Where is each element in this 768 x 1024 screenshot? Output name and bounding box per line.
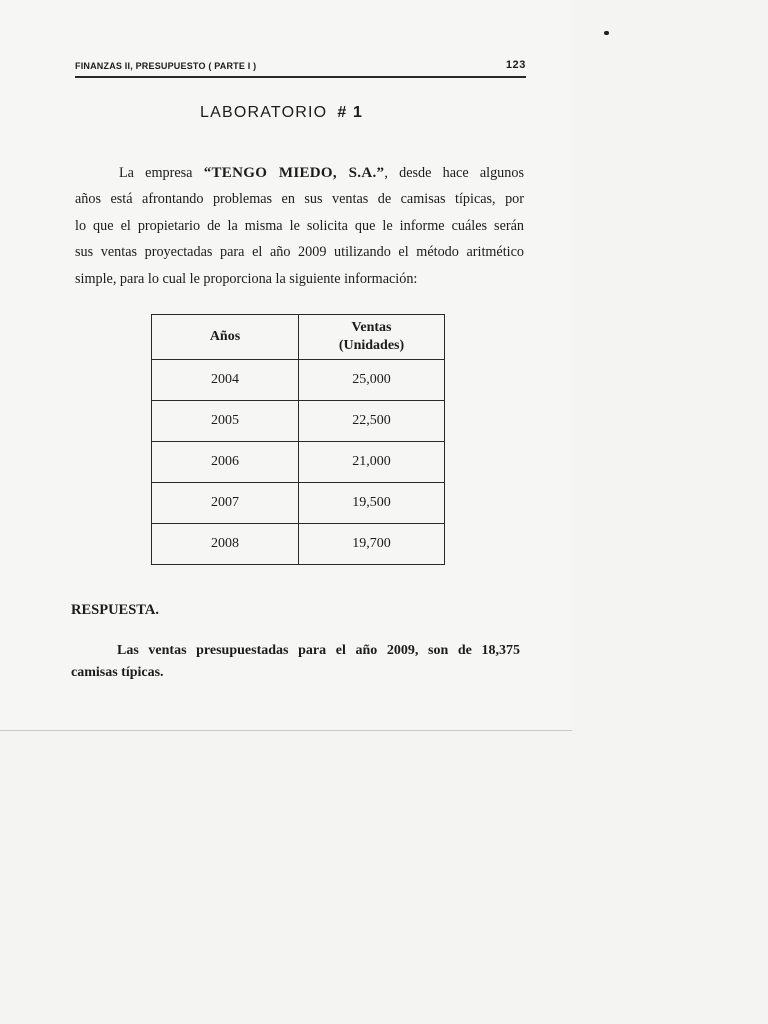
page-number: 123 [505,59,526,71]
answer-line-2: camisas típicas. [71,665,164,680]
table-row [152,483,445,524]
statement-text: , desde hace algunos [384,165,524,181]
year-cell: 2004 [152,360,299,401]
sales-cell: 21,000 [299,442,445,483]
company-name: “TENGO MIEDO, S.A.” [203,165,385,181]
table-header-row [152,315,445,360]
scan-speck [604,31,609,35]
lab-title-number: # 1 [337,104,364,121]
year-cell: 2006 [152,442,299,483]
sales-cell: 19,500 [299,483,445,524]
column-header-sales [299,315,445,360]
running-title: FINANZAS II, PRESUPUESTO ( PARTE I ) [75,61,257,71]
year-cell: 2008 [152,524,299,565]
statement-line-3: lo que el propietario de la misma le solicita que le informe cuáles serán [75,217,524,234]
year-cell: 2005 [152,401,299,442]
statement-line-1 [75,160,524,186]
problem-statement [75,160,524,292]
column-header-sales-title: Ventas [351,320,392,335]
answer-text [71,640,520,684]
running-header [75,58,526,78]
statement-line-2: años está afrontando problemas en sus ventas de camisas típicas, por [75,191,524,208]
statement-text: La empresa [119,165,204,181]
table-row [152,360,445,401]
sales-cell: 22,500 [299,401,445,442]
lab-title-label: LABORATORIO [200,104,328,121]
column-header-years: Años [152,315,299,360]
answer-heading: RESPUESTA. [71,602,159,618]
lab-title [200,104,363,122]
table-row [152,442,445,483]
statement-line-5: simple, para lo cual le proporciona la siguiente información: [75,270,418,287]
sales-cell: 19,700 [299,524,445,565]
sales-cell: 25,000 [299,360,445,401]
answer-line-1: Las ventas presupuestadas para el año 2009, son de 18,375 [117,643,520,658]
sales-table [151,314,445,565]
table-row [152,524,445,565]
year-cell: 2007 [152,483,299,524]
column-header-sales-unit: (Unidades) [338,338,405,353]
statement-line-4: sus ventas proyectadas para el año 2009 utilizando el método aritmético [75,244,524,261]
table-row [152,401,445,442]
